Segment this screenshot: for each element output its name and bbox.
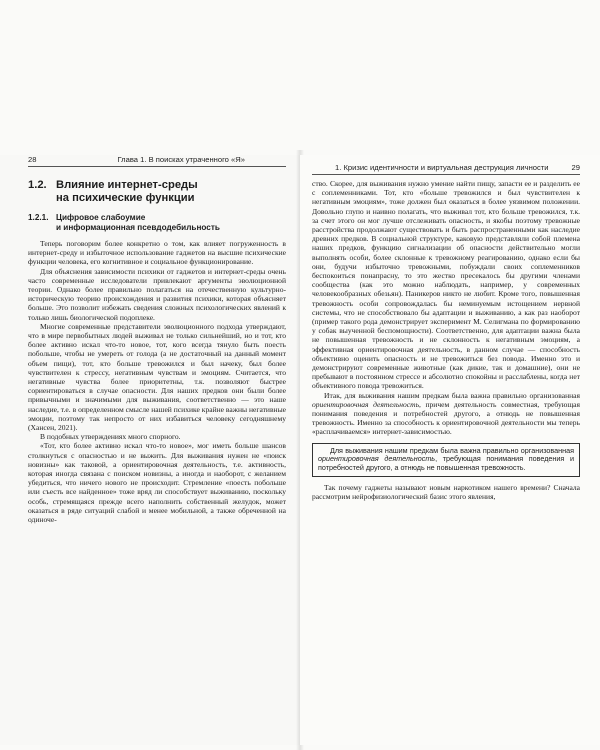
callout-emphasis: ориентировочная деятельность xyxy=(318,454,436,464)
callout-box xyxy=(312,443,580,477)
section-number: 1.2. xyxy=(28,179,47,191)
right-running-head xyxy=(312,163,580,175)
right-page xyxy=(300,155,600,745)
left-running-head xyxy=(28,155,286,167)
right-p2-end: , причем деятельность совместная, требующая понимания поведения и потребностей другого, а отнюдь не повышенная тревожность. Именно за способность к ориентировочной деятельности мы теперь «расплачиваемся» интернет-зависимостью. xyxy=(312,399,581,437)
section-title-line1: Влияние интернет-среды xyxy=(56,179,198,191)
right-paragraph-3: Так почему гаджеты называют новым наркотиком нашего времени? Сначала рассмотрим нейрофизиологический базис этого явления, xyxy=(312,483,580,502)
callout-text xyxy=(318,447,574,473)
left-page xyxy=(0,155,300,745)
left-running-title: Глава 1. В поисках утраченного «Я» xyxy=(117,155,245,164)
subsection-number: 1.2.1. xyxy=(28,213,49,222)
left-paragraph-2: Для объяснения зависимости психики от гаджетов и интернет-среды очень часто современные исследователи привлекают аргументы эволюционной теории. Однако более правильно полагаться на отечественную культурно-историческую теорию происхождения и развития психики, которая объясняет больше. Это позволит избежать сведения сложных психологических явлений к только лишь биологической подоплеке. xyxy=(28,266,286,322)
left-page-number: 28 xyxy=(28,155,37,164)
left-paragraph-3: Многие современные представители эволюционного подхода утверждают, что в мире первобытных людей выживал не только сильнейший, но и тот, кто более активно искал что-то новое, тот, кого всегда тянуло быть поесть побольше, чтобы не умереть от голода (а не достаточный на данный момент объем пищи), тот, кто больше тревожился и был начеку, был более чувствителен к стрессу, негативным чувствам и эмоциям. Считается, что негативные чувства более приоритетны, т.к. позволяют быстрее сориентироваться в случае опасности. Для наших предков они были более привычными и значимыми для выживания, соответственно — это наше наследие, т.е. в определенном смысле нашей психике крайне важны негативные эмоции, поэтому так непросто от них избавиться человеку сегодняшнему (Хансен, 2021). xyxy=(28,321,286,433)
left-paragraph-4: В подобных утверждениях много спорного. xyxy=(40,432,181,442)
right-paragraph-2 xyxy=(312,391,580,437)
left-paragraph-1: Теперь поговорим более конкретно о том, как влияет погруженность в интернет-среду и избыточное использование гаджетов на высшие психические функции человека, его когнитивное и социальное функционирование. xyxy=(28,239,286,267)
left-paragraph-5: «Тот, кто более активно искал что-то новое», мог иметь больше шансов столкнуться с опасностью и не выжить. Для выживания нужен не «поиск новизны» как таковой, а ориентировочная деятельность, т.е. активность, которая иногда связана с поиском новизны, а иногда и наоборот, с желанием убедиться, что ничего нового не происходит. Стремление «поесть побольше или съесть все найденное» тоже вряд ли способствует выживанию, поскольку особь, стремящаяся прежде всего наполнить собственный желудок, может оказаться в ряде ситуаций слабой и менее мобильной, а также обреченной на одиноче- xyxy=(28,441,286,525)
right-p2-start: Итак, для выживания нашим предкам была важна правильно организованная xyxy=(324,390,580,400)
right-paragraph-1: ство. Скорее, для выживания нужно умение найти пищу, запасти ее и разделить ее с соплеменниками. Тот, кто «больше тревожился и был чувствителен к негативным эмоциям», тоже должен был оказаться в более уязвимом положении. Довольно глупо и наивно полагать, что выживал тот, кто больше тревожился, т.к. за счет этого он мог лучше отслеживать опасность, и якобы поэтому тревожные расстройства продолжают существовать и быть распространенными как наследие древних предков. В социальной структуре, каковую представляли собой племена наших предков, функцию сигнализации об опасности действительно могли выполнять особи, более склонные к тревожному реагированию, однако если бы они, будучи избыточно тревожными, побуждали своих соплеменников беспокоиться понапрасну, то это жестко пресекалось бы другими членами сообщества (как это можно наблюдать, например, у современных человекообразных обезьян). Паникеров никто не любит. Кроме того, повышенная тревожность особи сопровождалась бы неминуемым истощением нервной системы, что не способствовало бы адаптации и выживанию, а как раз наоборот (пример такого рода демонстрирует эксперимент М. Селигмана по формированию у собак выученной беспомощности). Соответственно, для адаптации важна была не повышенная тревожность и не склонность к негативным эмоциям, а эффективная ориентировочная деятельность, в данном случае — способность объективно оценить опасность и не тревожиться без повода. Именно это и демонстрируют современные животные (как дикие, так и домашние), они не пребывают в постоянном стрессе и абсолютно спокойны и расслаблены, когда нет объективного повода тревожиться. xyxy=(312,179,580,391)
section-title-line2: на психические функции xyxy=(56,192,195,204)
right-running-title: 1. Кризис идентичности и виртуальная деструкция личности xyxy=(335,163,549,172)
right-page-number: 29 xyxy=(571,163,580,172)
callout-end: , требующая понимания поведения и потребностей другого, а отнюдь не повышенная тревожность. xyxy=(318,454,574,473)
section-heading xyxy=(28,179,286,205)
subsection-title-line1: Цифровое слабоумие xyxy=(56,213,146,222)
right-p2-emphasis: ориентировочная деятельность xyxy=(312,399,420,409)
subsection-title-line2: и информационная псевдодебильность xyxy=(56,223,220,232)
callout-start: Для выживания нашим предкам была важна правильно организованная xyxy=(330,445,574,455)
subsection-heading xyxy=(28,213,286,233)
